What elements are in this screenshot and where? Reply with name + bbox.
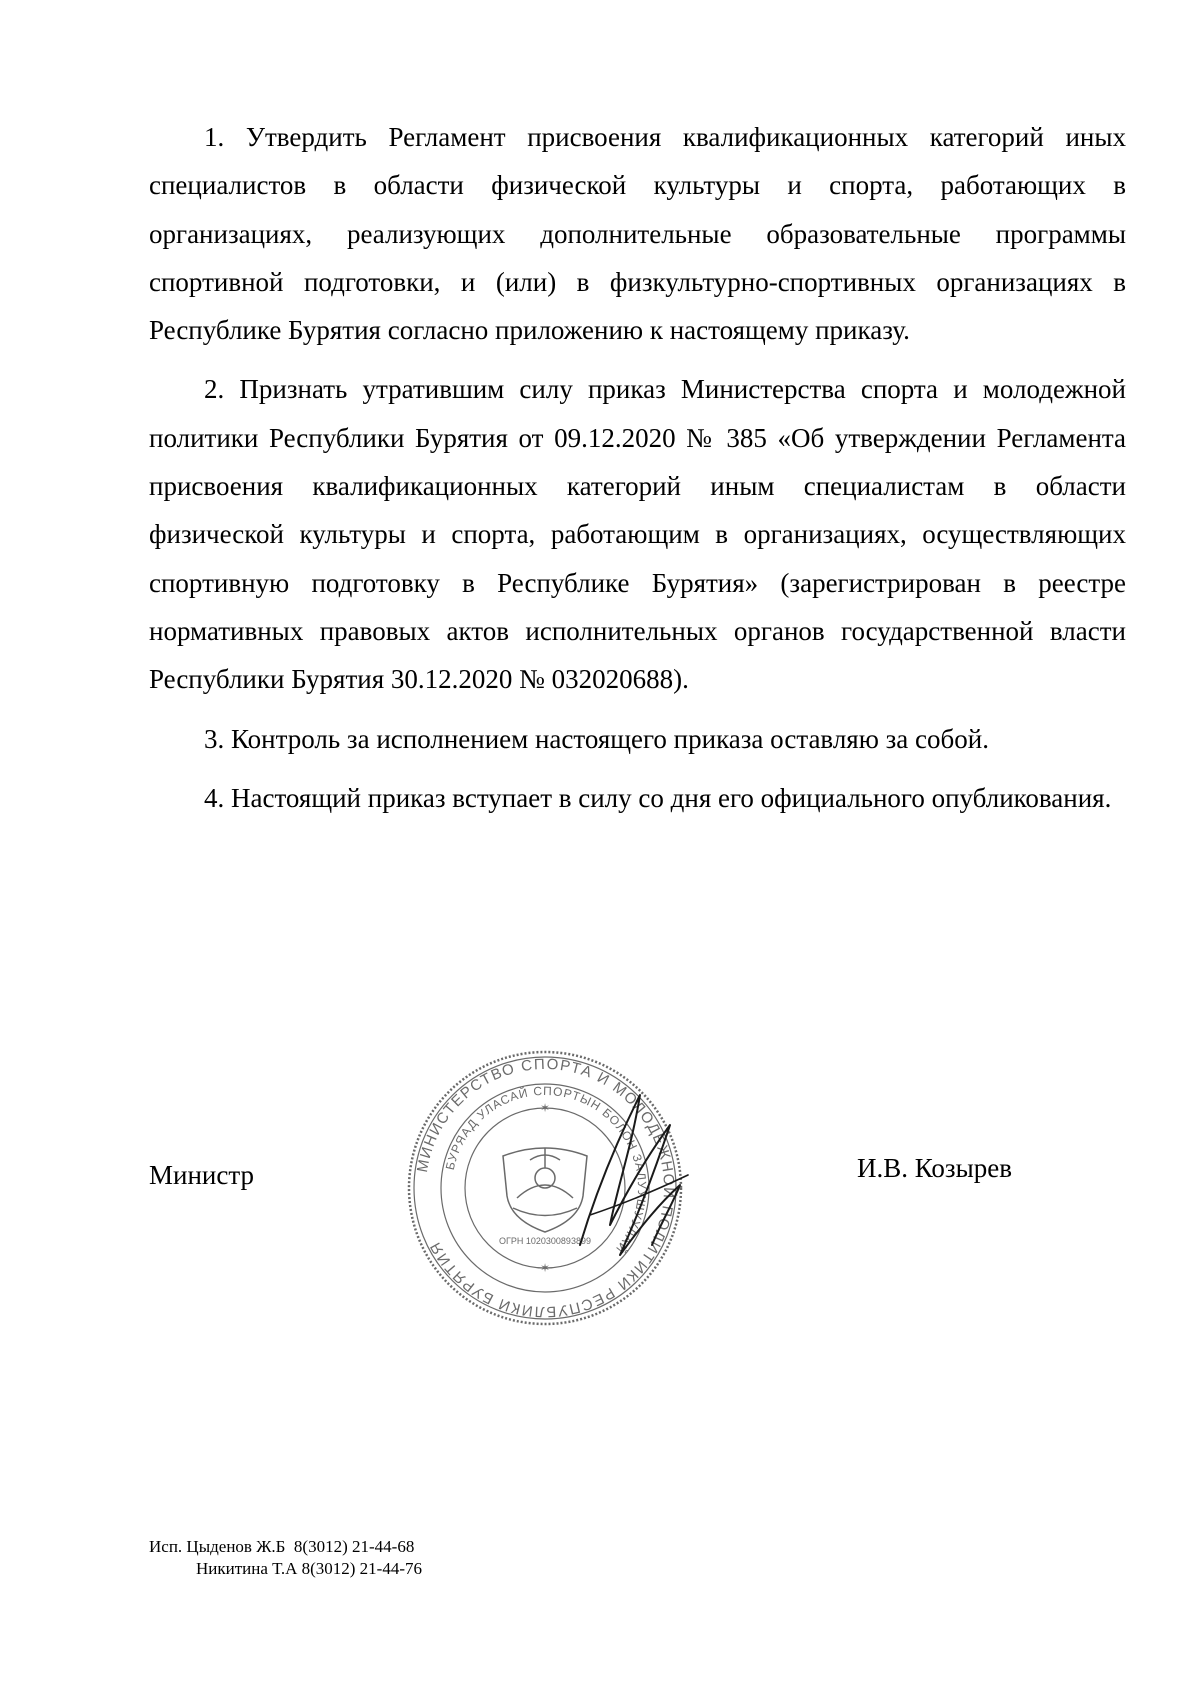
executor-line-1: Исп. Цыденов Ж.Б 8(3012) 21-44-68 [149, 1537, 415, 1556]
document-body [149, 113, 1126, 833]
handwritten-signature [560, 1075, 700, 1275]
executors-block [149, 1536, 422, 1580]
signatory-name: И.В. Козырев [857, 1153, 1012, 1183]
svg-text:✶: ✶ [539, 1101, 551, 1115]
stamp-outer-text: МИНИСТЕРСТВО СПОРТА И МОЛОДЕЖНОЙ ПОЛИТИКИ РЕСПУБЛИКИ БУРЯТИЯ [413, 1055, 678, 1321]
svg-text:✶: ✶ [539, 1261, 551, 1275]
signatory-position: Министр [149, 1160, 254, 1190]
executor-line-2: Никитина Т.А 8(3012) 21-44-76 [196, 1559, 423, 1578]
stamp-ogrn-text: ОГРН 1020300893899 [499, 1236, 591, 1246]
paragraph-2: 2. Признать утратившим силу приказ Министерства спорта и молодежной политики Республики Бурятия от 09.12.2020 № 385 «Об утверждении Регламента присвоения квалификационных категорий иным специалистам в области физической культуры и спорта, работающим в организациях, осуществляющих спортивную подготовку в Республике Бурятия» (зарегистрирован в реестре нормативных правовых актов исполнительных органов государственной власти Республики Бурятия 30.12.2020 № 032020688). [149, 374, 1126, 695]
paragraph-1: 1. Утвердить Регламент присвоения квалификационных категорий иных специалистов в области физической культуры и спорта, работающих в организациях, реализующих дополнительные образовательные программы спортивной подготовки, и (или) в физкультурно-спортивных организациях в Республике Бурятия согласно приложению к настоящему приказу. [149, 122, 1126, 346]
paragraph-4: 4. Настоящий приказ вступает в силу со дня его официального опубликования. [204, 782, 1112, 813]
paragraph-3: 3. Контроль за исполнением настоящего приказа оставляю за собой. [204, 723, 989, 754]
stamp-inner-text: БУРЯАД УЛАСАЙ СПОРТЫН БОЛОН ЗАЛУУШУУЛАЙ [442, 1083, 650, 1257]
